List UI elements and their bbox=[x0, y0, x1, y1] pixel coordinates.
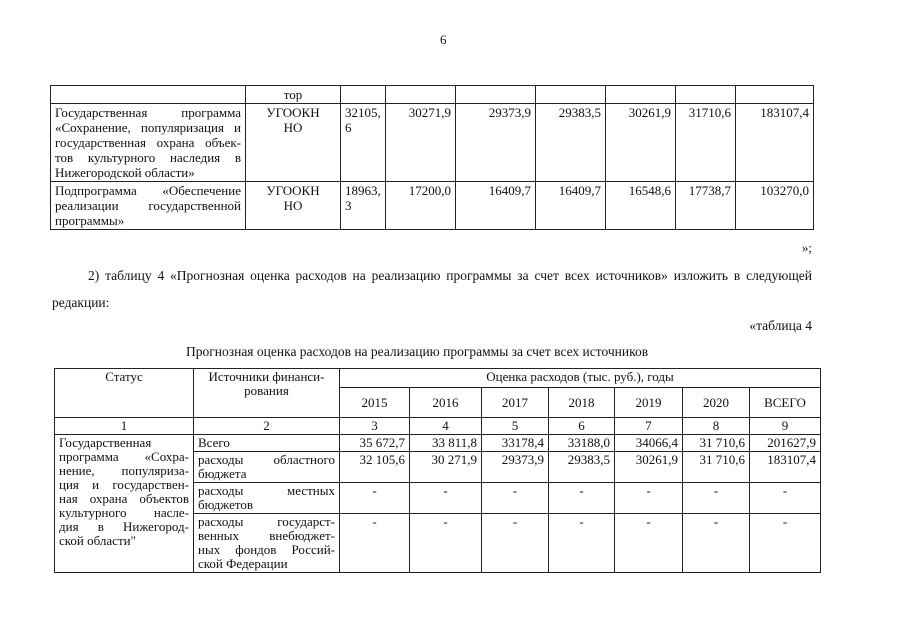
source-cell: расходы государст- венных внебюджет- ных фондов Россий- ской Федерации bbox=[194, 514, 340, 573]
page-number: 6 bbox=[440, 32, 447, 47]
column-number: 5 bbox=[482, 418, 549, 435]
value-cell: - bbox=[482, 483, 549, 514]
year-header: 2020 bbox=[683, 388, 750, 418]
value-cell: 30 271,9 bbox=[410, 452, 482, 483]
value-cell: 32 105,6 bbox=[340, 452, 410, 483]
value-cell: 29383,5 bbox=[549, 452, 615, 483]
column-number: 9 bbox=[750, 418, 821, 435]
value-cell: 30271,9 bbox=[386, 104, 456, 182]
value-cell: - bbox=[683, 483, 750, 514]
value-cell: 31 710,6 bbox=[683, 435, 750, 452]
amendment-paragraph: 2) таблицу 4 «Прогнозная оценка расходов на реализацию программы за счет всех источников» изложить в следующей редакции: bbox=[52, 268, 812, 310]
table-label: «таблица 4 bbox=[749, 318, 812, 333]
value-cell: 18963, 3 bbox=[341, 182, 386, 230]
value-cell: - bbox=[683, 514, 750, 573]
value-cell: 16409,7 bbox=[536, 182, 606, 230]
value-cell: - bbox=[410, 483, 482, 514]
value-cell: 183107,4 bbox=[736, 104, 814, 182]
column-number-row bbox=[55, 418, 821, 435]
value-cell: 33188,0 bbox=[549, 435, 615, 452]
year-header: 2015 bbox=[340, 388, 410, 418]
value-cell: 103270,0 bbox=[736, 182, 814, 230]
value-cell: 17200,0 bbox=[386, 182, 456, 230]
value-cell: - bbox=[549, 483, 615, 514]
value-cell: - bbox=[750, 483, 821, 514]
header-row bbox=[55, 369, 821, 388]
executor-cell: УГООКН НО bbox=[246, 104, 341, 182]
subprogram-name-cell: Подпрограмма «Обеспечение реализации государственной программы» bbox=[51, 182, 246, 230]
source-cell: расходы местных бюджетов bbox=[194, 483, 340, 514]
value-cell: 33178,4 bbox=[482, 435, 549, 452]
year-header: ВСЕГО bbox=[750, 388, 821, 418]
status-cell: Государственная программа «Сохра- нение, популяриза- ция и государствен- ная охрана объектов культурного насле- дия в Нижегород- ской области" bbox=[55, 435, 194, 573]
column-number: 8 bbox=[683, 418, 750, 435]
source-cell: расходы областного бюджета bbox=[194, 452, 340, 483]
value-cell: - bbox=[615, 483, 683, 514]
value-cell: 32105, 6 bbox=[341, 104, 386, 182]
header-estimate: Оценка расходов (тыс. руб.), годы bbox=[340, 369, 821, 388]
value-cell: - bbox=[615, 514, 683, 573]
table-row bbox=[51, 182, 814, 230]
header-sources: Источники финанси- рования bbox=[194, 369, 340, 418]
value-cell: 29383,5 bbox=[536, 104, 606, 182]
value-cell: 34066,4 bbox=[615, 435, 683, 452]
column-number: 2 bbox=[194, 418, 340, 435]
value-cell: 33 811,8 bbox=[410, 435, 482, 452]
value-cell: 17738,7 bbox=[676, 182, 736, 230]
value-cell: 35 672,7 bbox=[340, 435, 410, 452]
value-cell: 16548,6 bbox=[606, 182, 676, 230]
value-cell: 29373,9 bbox=[456, 104, 536, 182]
value-cell: 30261,9 bbox=[615, 452, 683, 483]
column-number: 6 bbox=[549, 418, 615, 435]
value-cell: - bbox=[340, 483, 410, 514]
value-cell: 29373,9 bbox=[482, 452, 549, 483]
column-number: 1 bbox=[55, 418, 194, 435]
value-cell: 31710,6 bbox=[676, 104, 736, 182]
program-name-cell: Государственная программа «Сохранение, популяризация и государственная охрана объек- тов культурного наследия в Нижегородской области» bbox=[51, 104, 246, 182]
continued-table bbox=[50, 85, 814, 230]
table-row bbox=[51, 86, 814, 104]
year-header: 2016 bbox=[410, 388, 482, 418]
executor-cell: УГООКН НО bbox=[246, 182, 341, 230]
value-cell: 31 710,6 bbox=[683, 452, 750, 483]
year-header: 2017 bbox=[482, 388, 549, 418]
year-header: 2018 bbox=[549, 388, 615, 418]
value-cell: 201627,9 bbox=[750, 435, 821, 452]
table-row bbox=[55, 435, 821, 452]
closing-quote: »; bbox=[801, 240, 812, 255]
forecast-table bbox=[54, 368, 821, 573]
column-number: 7 bbox=[615, 418, 683, 435]
column-number: 4 bbox=[410, 418, 482, 435]
value-cell: 30261,9 bbox=[606, 104, 676, 182]
value-cell: 183107,4 bbox=[750, 452, 821, 483]
value-cell: - bbox=[750, 514, 821, 573]
year-header: 2019 bbox=[615, 388, 683, 418]
table-caption: Прогнозная оценка расходов на реализацию программы за счет всех источников bbox=[186, 344, 649, 359]
value-cell: - bbox=[482, 514, 549, 573]
value-cell: 16409,7 bbox=[456, 182, 536, 230]
table-row bbox=[51, 104, 814, 182]
source-cell: Всего bbox=[194, 435, 340, 452]
header-fragment: тор bbox=[246, 86, 341, 104]
value-cell: - bbox=[410, 514, 482, 573]
header-status: Статус bbox=[55, 369, 194, 418]
value-cell: - bbox=[549, 514, 615, 573]
value-cell: - bbox=[340, 514, 410, 573]
column-number: 3 bbox=[340, 418, 410, 435]
